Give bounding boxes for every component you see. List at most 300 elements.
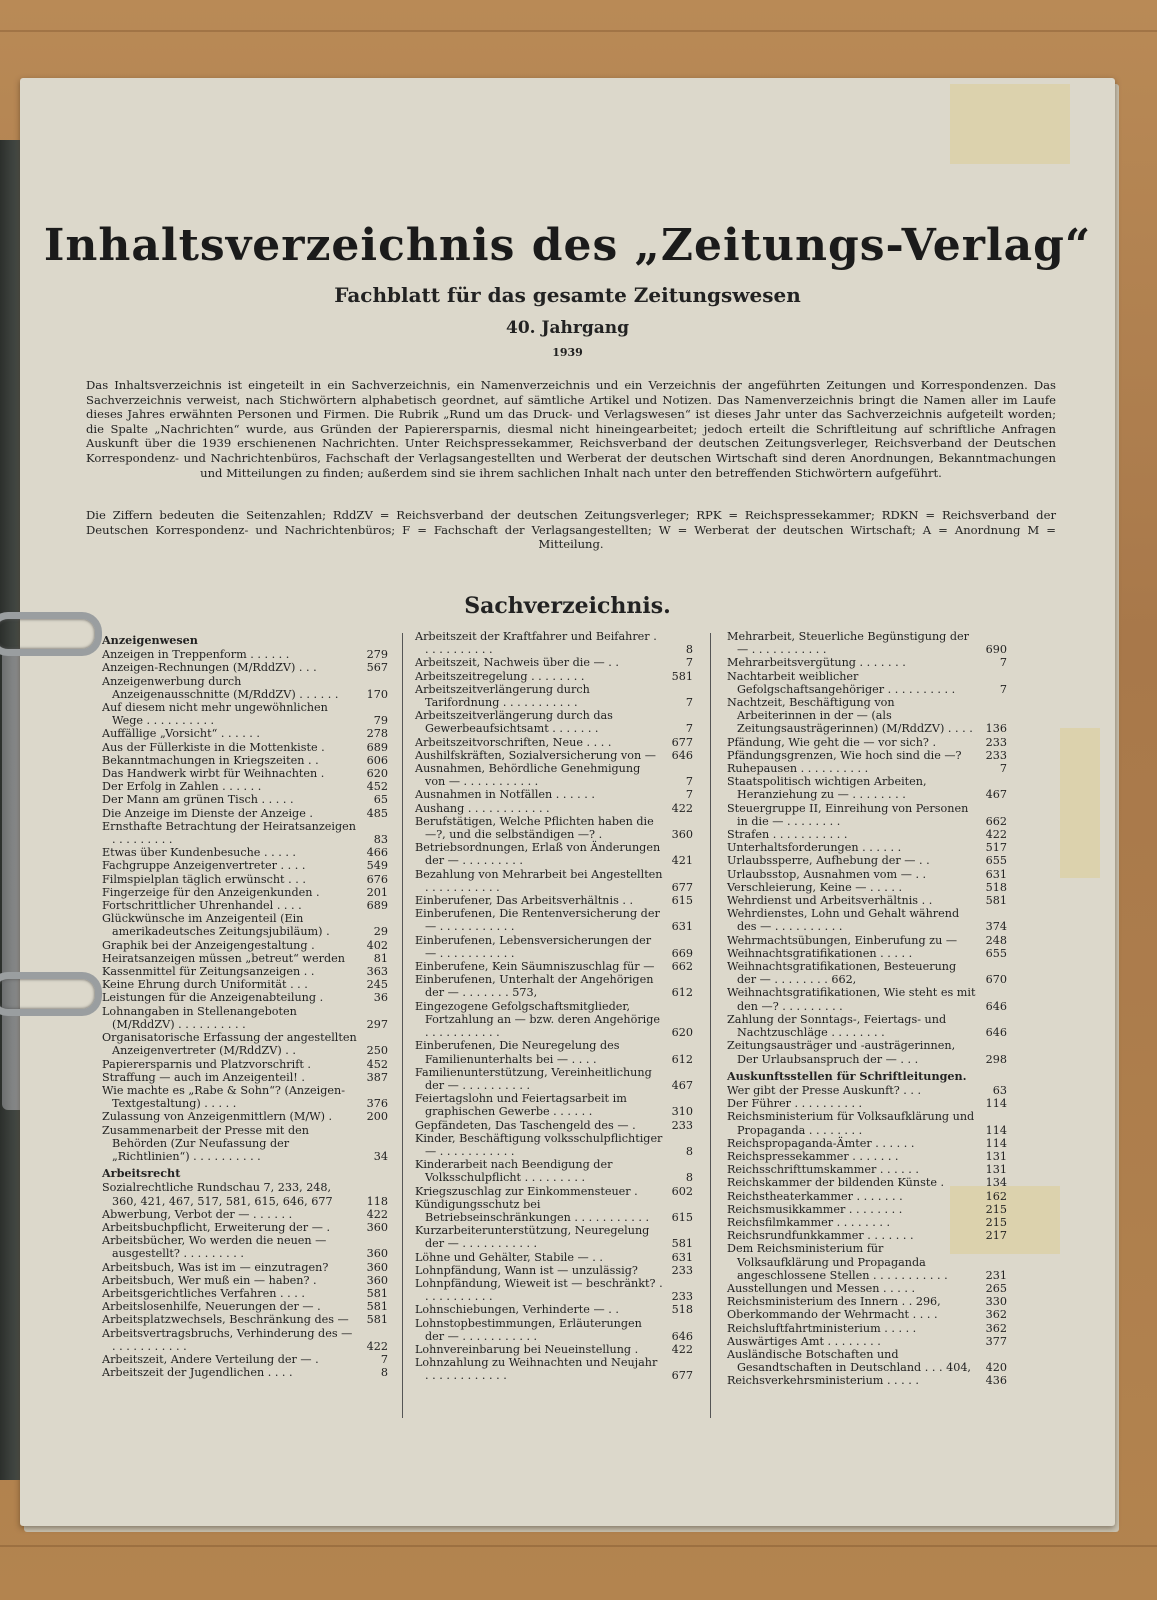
index-entry-page: 567	[366, 661, 388, 675]
index-entry	[727, 1163, 1007, 1176]
index-entry-title: Reichsrundfunkkammer . . . . . . .	[727, 1229, 914, 1243]
index-entry-title: Arbeitszeitverlängerung durch das Gewerbeaufsichtsamt . . . . . . .	[415, 709, 613, 736]
index-entry-title: Zahlung der Sonntags-, Feiertags- und Nachtzuschläge . . . . . . . .	[727, 1012, 947, 1040]
index-entry	[102, 1327, 388, 1353]
index-entry-title: Wehrdienstes, Lohn und Gehalt während des — . . . . . . . . . .	[727, 907, 960, 934]
index-entry-page: 466	[366, 846, 388, 860]
index-entry-page: 581	[985, 894, 1007, 908]
index-entry-title: Auffällige „Vorsicht“ . . . . . .	[102, 727, 260, 741]
index-entry-page: 402	[366, 938, 388, 952]
index-entry-page: 233	[671, 1118, 693, 1132]
abbreviation-legend: Die Ziffern bedeuten die Seitenzahlen; RddZV = Reichsverband der deutschen Zeitungsverleger; RPK = Reichspressekammer; RDKN = Reichsverband der Deutschen Korrespondenz- und Nachrichtenbüros; F = Fachschaft der Verlagsangestellten; W = Werberat der deutschen Wirtschaft; A = Anordnung M = Mitteilung.	[86, 508, 1056, 552]
index-entry-title: Der Erfolg in Zahlen . . . . . .	[102, 780, 262, 794]
index-entry-title: Fachgruppe Anzeigenvertreter . . . .	[102, 859, 306, 873]
section-title: Sachverzeichnis.	[464, 593, 671, 619]
index-entry-page: 422	[366, 1207, 388, 1221]
index-entry-title: Lohnangaben in Stellenangeboten (M/RddZV) . . . . . . . . . .	[102, 1004, 297, 1031]
index-entry-title: Berufstätigen, Welche Pflichten haben die —?, und die selbständigen —? .	[415, 814, 654, 842]
index-entry-page: 549	[366, 859, 388, 873]
index-entry-title: Einberufenen, Die Rentenversicherung der — . . . . . . . . . . .	[415, 907, 660, 934]
index-entry-page: 136	[985, 722, 1007, 736]
index-entry	[415, 1356, 693, 1382]
index-entry	[102, 1084, 388, 1110]
index-entry-title: Einberufenen, Unterhalt der Angehörigen der — . . . . . . . 573,	[415, 973, 654, 1000]
index-entry-page: 7	[380, 1352, 388, 1366]
index-entry	[727, 775, 1007, 801]
index-entry-title: Unterhaltsforderungen . . . . . .	[727, 841, 902, 855]
index-entry-page: 134	[985, 1176, 1007, 1190]
index-entry	[727, 1242, 1007, 1282]
index-entry-page: 689	[366, 899, 388, 913]
index-entry	[415, 802, 693, 815]
index-entry-title: Reichsministerium für Volksaufklärung und Propaganda . . . . . . . .	[727, 1110, 975, 1137]
index-entry	[415, 1343, 693, 1356]
index-entry-title: Der Führer . . . . . . . . . .	[727, 1097, 863, 1111]
tape-strip	[1060, 728, 1100, 878]
index-entry-title: Lohnvereinbarung bei Neueinstellung .	[415, 1342, 639, 1356]
index-entry-page: 669	[671, 946, 693, 960]
index-column-3	[727, 630, 1007, 1388]
index-entry-title: Papierersparnis und Platzvorschrift .	[102, 1057, 311, 1071]
index-entry-title: Mehrarbeit, Steuerliche Begünstigung der — . . . . . . . . . . .	[727, 630, 970, 657]
index-entry	[727, 1084, 1007, 1097]
index-entry-page: 517	[985, 841, 1007, 855]
index-entry	[102, 701, 388, 727]
index-entry-title: Arbeitsgerichtliches Verfahren . . . .	[102, 1286, 305, 1300]
index-entry-page: 265	[985, 1281, 1007, 1295]
index-entry-page: 690	[985, 643, 1007, 657]
index-entry	[102, 741, 388, 754]
index-section-heading: Arbeitsrecht	[102, 1166, 181, 1181]
index-entry-title: Nachtzeit, Beschäftigung von Arbeiterinnen in der — (als Zeitungsausträgerinnen) (M/RddZV) . . . .	[727, 696, 973, 736]
index-entry-page: 677	[671, 1369, 693, 1383]
index-entry-title: Aus der Füllerkiste in die Mottenkiste .	[102, 740, 325, 754]
index-entry	[102, 978, 388, 991]
index-entry-page: 81	[373, 951, 388, 965]
index-entry-page: 7	[999, 762, 1007, 776]
index-entry-title: Arbeitszeit, Nachweis über die — . .	[415, 656, 619, 670]
index-entry-page: 278	[366, 727, 388, 741]
index-entry-page: 63	[992, 1083, 1007, 1097]
index-entry-title: Wie machte es „Rabe & Sohn“? (Anzeigen-Textgestaltung) . . . . .	[102, 1083, 345, 1111]
index-entry-title: Sozialrechtliche Rundschau 7, 233, 248, 360, 421, 467, 517, 581, 615, 646, 677	[102, 1181, 333, 1208]
index-entry-page: 670	[985, 973, 1007, 987]
index-entry	[102, 846, 388, 859]
index-entry-page: 131	[985, 1149, 1007, 1163]
index-entry	[102, 1353, 388, 1366]
index-entry-page: 131	[985, 1163, 1007, 1177]
index-entry-page: 646	[671, 748, 693, 762]
index-entry-page: 518	[671, 1303, 693, 1317]
index-entry	[727, 1229, 1007, 1242]
index-entry	[727, 1190, 1007, 1203]
index-entry	[102, 965, 388, 978]
index-entry-title: Arbeitszeit der Kraftfahrer und Beifahrer . . . . . . . . . . .	[415, 630, 657, 657]
index-entry	[102, 1274, 388, 1287]
index-entry	[102, 1313, 388, 1326]
index-entry-title: Ausländische Botschaften und Gesandtschaften in Deutschland . . . 404,	[727, 1347, 971, 1375]
index-entry-page: 374	[985, 920, 1007, 934]
index-entry	[102, 1031, 388, 1057]
index-entry-title: Zeitungsausträger und -austrägerinnen, Der Urlaubsanspruch der — . . .	[727, 1039, 956, 1066]
index-section-heading: Anzeigenwesen	[102, 633, 198, 647]
index-entry-page: 201	[366, 885, 388, 899]
column-divider	[710, 633, 711, 1418]
index-entry	[415, 670, 693, 683]
index-entry-page: 581	[671, 669, 693, 683]
index-entry-title: Arbeitsbuch, Was ist im — einzutragen?	[102, 1260, 329, 1274]
index-entry-page: 606	[366, 753, 388, 767]
index-entry	[727, 1322, 1007, 1335]
index-entry	[102, 767, 388, 780]
index-entry-page: 631	[671, 1250, 693, 1264]
index-entry-title: Heiratsanzeigen müssen „betreut“ werden	[102, 951, 345, 965]
index-entry-page: 310	[671, 1105, 693, 1119]
index-entry-title: Löhne und Gehälter, Stabile — . .	[415, 1250, 603, 1264]
index-entry-page: 114	[985, 1123, 1007, 1137]
index-entry	[415, 1066, 693, 1092]
index-entry-page: 8	[380, 1366, 388, 1380]
index-entry-page: 79	[373, 714, 388, 728]
index-entry-page: 420	[985, 1361, 1007, 1375]
index-entry-page: 631	[985, 867, 1007, 881]
index-entry	[727, 1282, 1007, 1295]
index-entry-title: Anzeigen in Treppenform . . . . . .	[102, 648, 290, 662]
index-entry-page: 387	[366, 1070, 388, 1084]
index-entry	[415, 762, 693, 788]
index-entry-page: 631	[671, 920, 693, 934]
index-entry-page: 8	[685, 1144, 693, 1158]
index-entry	[415, 960, 693, 973]
index-entry-page: 360	[671, 828, 693, 842]
index-entry	[415, 630, 693, 656]
index-entry	[102, 661, 388, 674]
index-entry-page: 360	[366, 1220, 388, 1234]
index-entry	[415, 709, 693, 735]
index-entry-page: 422	[671, 1342, 693, 1356]
index-entry	[727, 1295, 1007, 1308]
index-entry	[102, 912, 388, 938]
index-entry-title: Aushilfskräften, Sozialversicherung von —	[415, 748, 656, 762]
index-entry-title: Einberufenen, Die Neuregelung des Familienunterhalts bei — . . . .	[415, 1039, 620, 1066]
index-entry-page: 662	[671, 960, 693, 974]
index-entry-page: 170	[366, 687, 388, 701]
index-entry-page: 467	[671, 1078, 693, 1092]
index-entry	[102, 899, 388, 912]
index-entry-page: 581	[671, 1237, 693, 1251]
index-entry-page: 36	[373, 991, 388, 1005]
column-divider	[402, 633, 403, 1418]
index-entry-title: Lohnzahlung zu Weihnachten und Neujahr . . . . . . . . . . . .	[415, 1356, 658, 1383]
index-entry-page: 34	[373, 1149, 388, 1163]
index-entry-page: 689	[366, 740, 388, 754]
index-entry	[415, 907, 693, 933]
index-entry-page: 602	[671, 1184, 693, 1198]
index-entry-title: Arbeitszeitvorschriften, Neue . . . .	[415, 735, 612, 749]
index-entry	[727, 630, 1007, 656]
index-entry-title: Fingerzeige für den Anzeigenkunden .	[102, 885, 320, 899]
index-entry	[102, 1287, 388, 1300]
index-entry	[102, 807, 388, 820]
index-entry-title: Reichskammer der bildenden Künste .	[727, 1176, 945, 1190]
index-entry	[727, 670, 1007, 696]
index-entry	[415, 1185, 693, 1198]
index-entry-title: Lohnpfändung, Wann ist — unzulässig?	[415, 1263, 638, 1277]
index-entry-page: 376	[366, 1097, 388, 1111]
index-entry-title: Urlaubssperre, Aufhebung der — . .	[727, 854, 930, 868]
index-entry-page: 362	[985, 1321, 1007, 1335]
index-entry-title: Arbeitsbücher, Wo werden die neuen — ausgestellt? . . . . . . . . .	[102, 1234, 327, 1261]
index-entry	[102, 1208, 388, 1221]
year-label: 1939	[552, 346, 583, 359]
index-entry-page: 114	[985, 1097, 1007, 1111]
index-entry	[727, 1150, 1007, 1163]
wood-grain	[0, 30, 1157, 32]
index-entry	[727, 762, 1007, 775]
index-entry-title: Einberufene, Kein Säumniszuschlag für —	[415, 960, 655, 974]
index-entry	[727, 881, 1007, 894]
index-entry-title: Zulassung von Anzeigenmittlern (M/W) .	[102, 1110, 333, 1124]
index-entry-title: Auf diesem nicht mehr ungewöhnlichen Wege . . . . . . . . . .	[102, 701, 328, 728]
index-entry-title: Reichsverkehrsministerium . . . . .	[727, 1374, 919, 1388]
index-entry	[727, 947, 1007, 960]
index-entry-page: 248	[985, 933, 1007, 947]
index-entry-title: Anzeigen-Rechnungen (M/RddZV) . . .	[102, 661, 317, 675]
index-entry	[727, 1335, 1007, 1348]
index-entry-page: 646	[671, 1329, 693, 1343]
index-entry	[727, 1348, 1007, 1374]
index-entry-title: Gepfändeten, Das Taschengeld des — .	[415, 1118, 636, 1132]
index-entry-title: Graphik bei der Anzeigengestaltung .	[102, 938, 315, 952]
index-entry	[102, 793, 388, 806]
index-entry	[102, 1221, 388, 1234]
index-entry	[102, 1005, 388, 1031]
index-entry	[727, 1137, 1007, 1150]
index-entry-title: Strafen . . . . . . . . . . .	[727, 828, 848, 842]
index-entry	[415, 1198, 693, 1224]
index-entry	[102, 648, 388, 661]
index-entry-page: 362	[985, 1308, 1007, 1322]
index-entry-page: 250	[366, 1044, 388, 1058]
index-entry-page: 330	[985, 1295, 1007, 1309]
index-entry-title: Arbeitszeit, Andere Verteilung der — .	[102, 1352, 319, 1366]
index-entry	[415, 1132, 693, 1158]
index-entry-page: 655	[985, 854, 1007, 868]
index-entry	[415, 749, 693, 762]
index-entry-title: Kassenmittel für Zeitungsanzeigen . .	[102, 965, 315, 979]
index-entry-page: 7	[999, 656, 1007, 670]
tape-strip	[950, 84, 1070, 164]
index-entry-title: Reichsfilmkammer . . . . . . . .	[727, 1215, 891, 1229]
index-entry-title: Zusammenarbeit der Presse mit den Behörden (Zur Neufassung der „Richtlinien“) . . . . . . . . . .	[102, 1123, 309, 1163]
index-entry-title: Reichsschrifttumskammer . . . . . .	[727, 1163, 919, 1177]
index-entry-title: Dem Reichsministerium für Volksaufklärung und Propaganda angeschlossene Stellen . . . . . . . . . . .	[727, 1242, 948, 1282]
index-entry	[415, 841, 693, 867]
index-entry	[727, 1203, 1007, 1216]
index-entry-title: Kündigungsschutz bei Betriebseinschränkungen . . . . . . . . . . .	[415, 1197, 650, 1224]
index-entry-page: 215	[985, 1202, 1007, 1216]
index-entry-page: 655	[985, 946, 1007, 960]
index-entry	[102, 939, 388, 952]
index-entry-title: Oberkommando der Wehrmacht . . . .	[727, 1308, 938, 1322]
index-entry	[415, 1119, 693, 1132]
index-entry-title: Das Handwerk wirbt für Weihnachten .	[102, 767, 325, 781]
index-entry-title: Ausnahmen, Behördliche Genehmigung von — . . . . . . . . . . .	[415, 762, 641, 789]
index-entry-page: 279	[366, 648, 388, 662]
index-entry-title: Die Anzeige im Dienste der Anzeige .	[102, 806, 313, 820]
index-entry-page: 7	[999, 682, 1007, 696]
index-entry-page: 620	[671, 1026, 693, 1040]
index-entry-title: Wer gibt der Presse Auskunft? . . .	[727, 1083, 922, 1097]
index-entry-page: 7	[685, 696, 693, 710]
index-entry-title: Ausstellungen und Messen . . . . .	[727, 1281, 916, 1295]
index-entry-title: Wehrdienst und Arbeitsverhältnis . .	[727, 894, 933, 908]
index-entry	[102, 1110, 388, 1123]
index-entry	[102, 780, 388, 793]
index-section-heading: Auskunftsstellen für Schriftleitungen.	[727, 1068, 967, 1083]
index-entry-page: 581	[366, 1300, 388, 1314]
index-entry	[102, 991, 388, 1004]
index-entry	[415, 1303, 693, 1316]
index-entry-page: 646	[985, 1026, 1007, 1040]
index-entry-title: Einberufener, Das Arbeitsverhältnis . .	[415, 894, 634, 908]
index-entry-title: Bezahlung von Mehrarbeit bei Angestellten . . . . . . . . . . .	[415, 867, 663, 894]
index-entry	[415, 868, 693, 894]
index-entry-title: Reichsministerium des Innern . . 296,	[727, 1295, 941, 1309]
index-entry-title: Ausnahmen in Notfällen . . . . . .	[415, 788, 595, 802]
index-entry	[415, 788, 693, 801]
index-entry	[727, 1097, 1007, 1110]
index-entry	[102, 952, 388, 965]
index-entry	[415, 1039, 693, 1065]
index-entry-page: 7	[685, 722, 693, 736]
index-entry-title: Verschleierung, Keine — . . . . .	[727, 880, 903, 894]
index-entry	[102, 1071, 388, 1084]
index-entry-page: 620	[366, 767, 388, 781]
index-entry	[727, 986, 1007, 1012]
index-entry-page: 677	[671, 880, 693, 894]
index-entry-title: Betriebsordnungen, Erlaß von Änderungen der — . . . . . . . . .	[415, 841, 661, 868]
index-entry	[102, 1366, 388, 1379]
document-page	[20, 78, 1115, 1526]
index-entry-page: 615	[671, 894, 693, 908]
wood-grain	[0, 1545, 1157, 1547]
index-entry-title: Keine Ehrung durch Uniformität . . .	[102, 978, 308, 992]
index-entry	[102, 1124, 388, 1164]
index-entry-page: 65	[373, 793, 388, 807]
index-entry-page: 245	[366, 978, 388, 992]
index-entry-title: Bekanntmachungen in Kriegszeiten . .	[102, 753, 319, 767]
index-entry-title: Weihnachtsgratifikationen, Besteuerung der — . . . . . . . . 662,	[727, 960, 957, 987]
index-entry-page: 217	[985, 1229, 1007, 1243]
index-entry	[415, 973, 693, 999]
index-entry	[727, 907, 1007, 933]
index-entry-title: Glückwünsche im Anzeigenteil (Ein amerikadeutsches Zeitungsjubiläum) .	[102, 912, 330, 939]
index-entry-page: 422	[366, 1339, 388, 1353]
index-entry	[102, 859, 388, 872]
binder-ring	[0, 612, 102, 656]
index-entry-page: 233	[985, 748, 1007, 762]
index-entry	[415, 1092, 693, 1118]
index-entry-page: 612	[671, 1052, 693, 1066]
index-entry-page: 662	[985, 814, 1007, 828]
index-entry	[727, 749, 1007, 762]
index-entry-title: Der Mann am grünen Tisch . . . . .	[102, 793, 294, 807]
index-entry-title: Anzeigenwerbung durch Anzeigenausschnitte (M/RddZV) . . . . . .	[102, 674, 339, 701]
index-entry-page: 581	[366, 1313, 388, 1327]
index-entry-page: 360	[366, 1260, 388, 1274]
index-entry-title: Reichspressekammer . . . . . . .	[727, 1149, 899, 1163]
index-entry	[415, 1317, 693, 1343]
index-entry-page: 421	[671, 854, 693, 868]
index-entry-page: 677	[671, 735, 693, 749]
index-entry-title: Filmspielplan täglich erwünscht . . .	[102, 872, 306, 886]
index-entry-title: Lohnschiebungen, Verhinderte — . .	[415, 1303, 619, 1317]
index-entry	[727, 841, 1007, 854]
index-entry-title: Kriegszuschlag zur Einkommensteuer .	[415, 1184, 638, 1198]
intro-paragraph: Das Inhaltsverzeichnis ist eingeteilt in ein Sachverzeichnis, ein Namenverzeichnis und ein Verzeichnis der angeführten Zeitungen und Korrespondenzen. Das Sachverzeichnis verweist, nach Stichwörtern alphabetisch geordnet, auf sämtliche Artikel und Notizen. Das Namenverzeichnis bringt die Namen aller im Laufe dieses Jahres erwähnten Personen und Firmen. Die Rubrik „Rund um das Druck- und Verlagswesen“ ist dieses Jahr unter das Sachverzeichnis aufgeteilt worden; die Spalte „Nachrichten“ wurde, aus Gründen der Papierersparnis, diesmal nicht hineingearbeitet; jedoch erteilt die Schriftleitung auf schriftliche Anfragen Auskunft über die 1939 erschienenen Nachrichten. Unter Reichspressekammer, Reichsverband der deutschen Zeitungsverleger, Reichsverband der Deutschen Korrespondenz- und Nachrichtenbüros, Fachschaft der Verlagsangestellten und Werberat der deutschen Wirtschaft sind deren Anordnungen, Bekanntmachungen und Mitteilungen zu finden; außerdem sind sie ihrem sachlichen Inhalt nach unter den betreffenden Stichwörtern aufgeführt.	[86, 378, 1056, 480]
index-entry-page: 7	[685, 656, 693, 670]
index-entry-page: 452	[366, 780, 388, 794]
index-entry-title: Eingezogene Gefolgschaftsmitglieder, Fortzahlung an — bzw. deren Angehörige . . . . . . . . . . .	[415, 999, 661, 1040]
index-entry-title: Weihnachtsgratifikationen . . . . .	[727, 946, 913, 960]
index-entry-page: 233	[671, 1263, 693, 1277]
index-entry	[727, 736, 1007, 749]
index-entry-page: 298	[985, 1052, 1007, 1066]
index-entry-page: 485	[366, 806, 388, 820]
index-entry	[415, 894, 693, 907]
index-entry	[727, 1176, 1007, 1189]
index-entry	[727, 934, 1007, 947]
index-entry	[102, 820, 388, 846]
index-entry	[102, 675, 388, 701]
index-entry-page: 7	[685, 788, 693, 802]
index-entry-title: Arbeitsbuch, Wer muß ein — haben? .	[102, 1273, 317, 1287]
index-entry-title: Leistungen für die Anzeigenabteilung .	[102, 991, 324, 1005]
index-entry	[415, 1000, 693, 1040]
index-entry-title: Arbeitszeit der Jugendlichen . . . .	[102, 1366, 293, 1380]
index-entry	[102, 754, 388, 767]
index-entry	[727, 656, 1007, 669]
index-entry	[727, 868, 1007, 881]
index-entry-title: Etwas über Kundenbesuche . . . . .	[102, 846, 296, 860]
document-title: Inhaltsverzeichnis des „Zeitungs-Verlag“	[43, 220, 1092, 271]
index-entry-page: 422	[985, 828, 1007, 842]
index-entry	[727, 1308, 1007, 1321]
index-entry-page: 233	[985, 735, 1007, 749]
index-entry-title: Arbeitslosenhilfe, Neuerungen der — .	[102, 1300, 321, 1314]
index-entry-page: 7	[685, 775, 693, 789]
index-entry-title: Feiertagslohn und Feiertagsarbeit im graphischen Gewerbe . . . . . .	[415, 1092, 627, 1119]
index-entry-title: Auswärtiges Amt . . . . . . . .	[727, 1334, 881, 1348]
index-entry-title: Urlaubsstop, Ausnahmen vom — . .	[727, 867, 927, 881]
index-entry-title: Ernsthafte Betrachtung der Heiratsanzeigen . . . . . . . . .	[102, 819, 356, 847]
index-entry	[415, 1158, 693, 1184]
index-entry	[415, 1224, 693, 1250]
index-entry	[102, 873, 388, 886]
index-entry	[415, 815, 693, 841]
index-entry-page: 200	[366, 1110, 388, 1124]
index-entry-page: 581	[366, 1286, 388, 1300]
index-entry-page: 467	[985, 788, 1007, 802]
index-entry-page: 360	[366, 1247, 388, 1261]
index-entry	[727, 960, 1007, 986]
index-entry-page: 360	[366, 1273, 388, 1287]
index-entry-title: Arbeitsplatzwechsels, Beschränkung des —	[102, 1313, 349, 1327]
index-entry-title: Ruhepausen . . . . . . . . . .	[727, 762, 869, 776]
index-entry-page: 83	[373, 833, 388, 847]
index-entry	[727, 1374, 1007, 1387]
